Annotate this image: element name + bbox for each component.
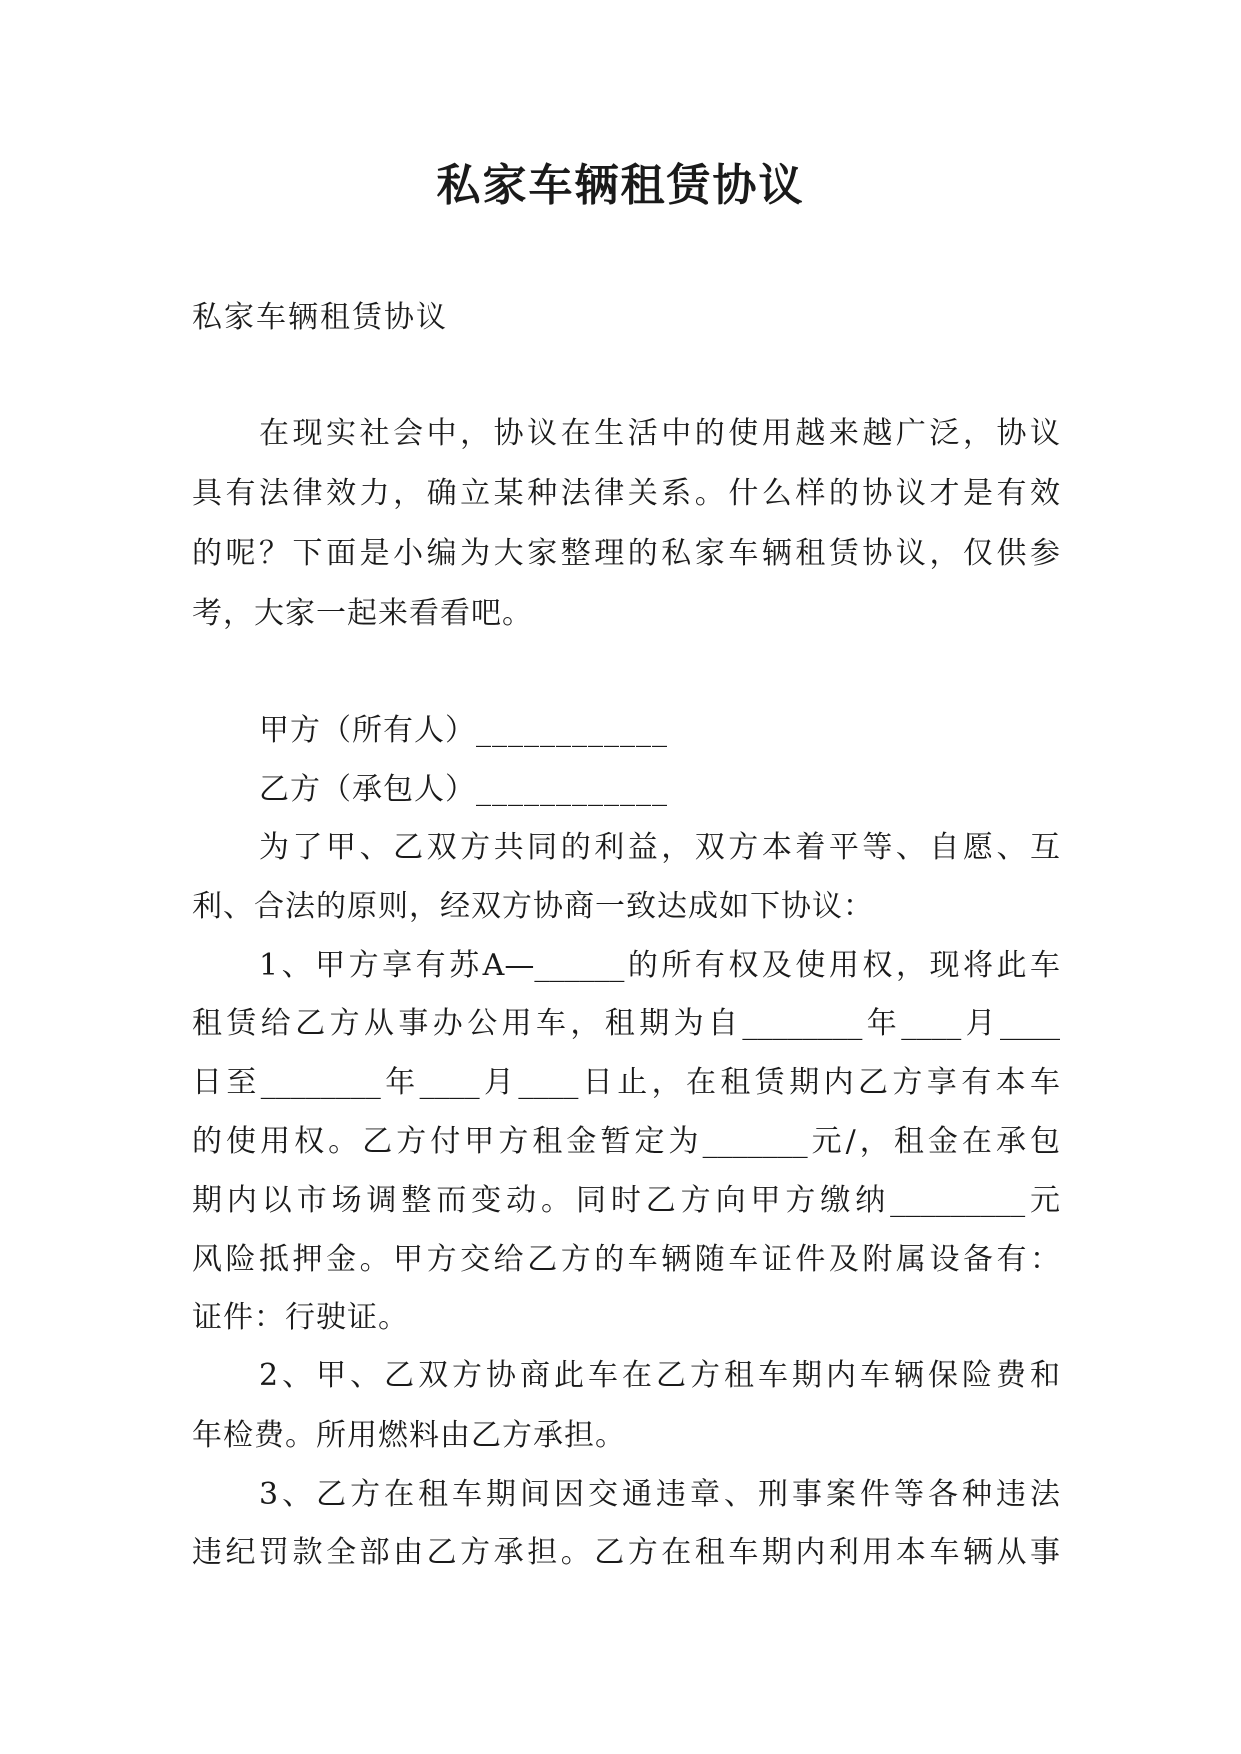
party-a-line: 甲方（所有人）____________ xyxy=(259,713,668,748)
paragraph-line: 年检费。所用燃料由乙方承担。 xyxy=(192,1418,626,1453)
paragraph-line: 在现实社会中，协议在生活中的使用越来越广泛，协议 xyxy=(259,416,1060,451)
paragraph-line: 租赁给乙方从事办公用车，租期为自________年____月____ xyxy=(192,1006,1060,1041)
document-title: 私家车辆租赁协议 xyxy=(436,160,805,211)
paragraph-line: 具有法律效力，确立某种法律关系。什么样的协议才是有效 xyxy=(192,476,1060,511)
document-subtitle: 私家车辆租赁协议 xyxy=(192,300,448,335)
paragraph-line: 证件：行驶证。 xyxy=(192,1300,409,1335)
paragraph-line: 期内以市场调整而变动。同时乙方向甲方缴纳_________元 xyxy=(192,1183,1060,1218)
party-b-line: 乙方（承包人）____________ xyxy=(259,772,668,807)
paragraph-line: 3、乙方在租车期间因交通违章、刑事案件等各种违法 xyxy=(259,1477,1060,1512)
paragraph-line: 考，大家一起来看看吧。 xyxy=(192,596,533,631)
paragraph-line: 1、甲方享有苏A—______的所有权及使用权，现将此车 xyxy=(259,948,1060,983)
paragraph-line: 利、合法的原则，经双方协商一致达成如下协议： xyxy=(192,889,874,924)
paragraph-line: 2、甲、乙双方协商此车在乙方租车期内车辆保险费和 xyxy=(259,1358,1060,1393)
paragraph-line: 日至________年____月____日止，在租赁期内乙方享有本车 xyxy=(192,1065,1060,1100)
paragraph-line: 违纪罚款全部由乙方承担。乙方在租车期内利用本车辆从事 xyxy=(192,1535,1060,1570)
paragraph-line: 的使用权。乙方付甲方租金暂定为_______元/，租金在承包 xyxy=(192,1124,1060,1159)
paragraph-line: 为了甲、乙双方共同的利益，双方本着平等、自愿、互 xyxy=(259,830,1060,865)
paragraph-line: 的呢？下面是小编为大家整理的私家车辆租赁协议，仅供参 xyxy=(192,536,1060,571)
paragraph-line: 风险抵押金。甲方交给乙方的车辆随车证件及附属设备有： xyxy=(192,1242,1060,1277)
